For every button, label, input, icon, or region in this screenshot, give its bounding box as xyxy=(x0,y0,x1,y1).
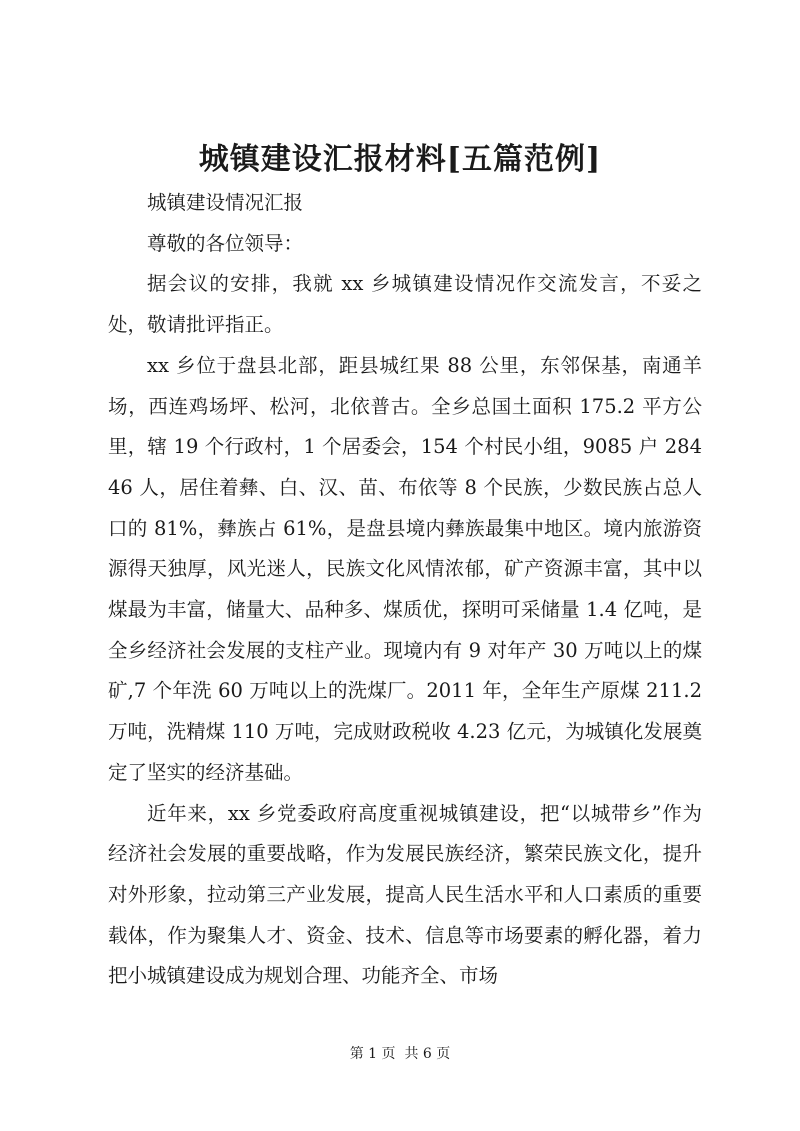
document-title: 城镇建设汇报材料[五篇范例] xyxy=(198,142,602,177)
document-body xyxy=(108,183,702,997)
body-paragraph: 近年来，xx 乡党委政府高度重视城镇建设，把“以城带乡”作为经济社会发展的重要战略，作为发展民族经济，繁荣民族文化，提升对外形象，拉动第三产业发展，提高人民生活水平和人口素质的重要载体，作为聚集人才、资金、技术、信息等市场要素的孵化器，着力把小城镇建设成为规划合理、功能齐全、市场 xyxy=(108,801,702,988)
salutation: 尊敬的各位领导： xyxy=(147,231,304,255)
body-paragraph: xx 乡位于盘县北部，距县城红果 88 公里，东邻保基，南通羊场，西连鸡场坪、松河，北依普古。全乡总国土面积 175.2 平方公里，辖 19 个行政村，1 个居委会，154 个村民小组，9085 户 28446 人，居住着彝、白、汉、苗、布依等 8 个民族，少数民族占总人口的 81%，彝族占 61%，是盘县境内彝族最集中地区。境内旅游资源得天独厚，风光迷人，民族文化风情浓郁，矿产资源丰富，其中以煤最为丰富，储量大、品种多、煤质优，探明可采储量 1.4 亿吨，是全乡经济社会发展的支柱产业。现境内有 9 对年产 30 万吨以上的煤矿,7 个年洗 60 万吨以上的洗煤厂。2011 年，全年生产原煤 211.2 万吨，洗精煤 110 万吨，完成财政税收 4.23 亿元，为城镇化发展奠定了坚实的经济基础。 xyxy=(108,353,702,784)
page-number-footer: 第 1 页 共 6 页 xyxy=(349,1046,451,1062)
section-heading: 城镇建设情况汇报 xyxy=(147,191,304,214)
body-paragraph: 据会议的安排，我就 xx 乡城镇建设情况作交流发言，不妥之处，敬请批评指正。 xyxy=(108,272,702,337)
